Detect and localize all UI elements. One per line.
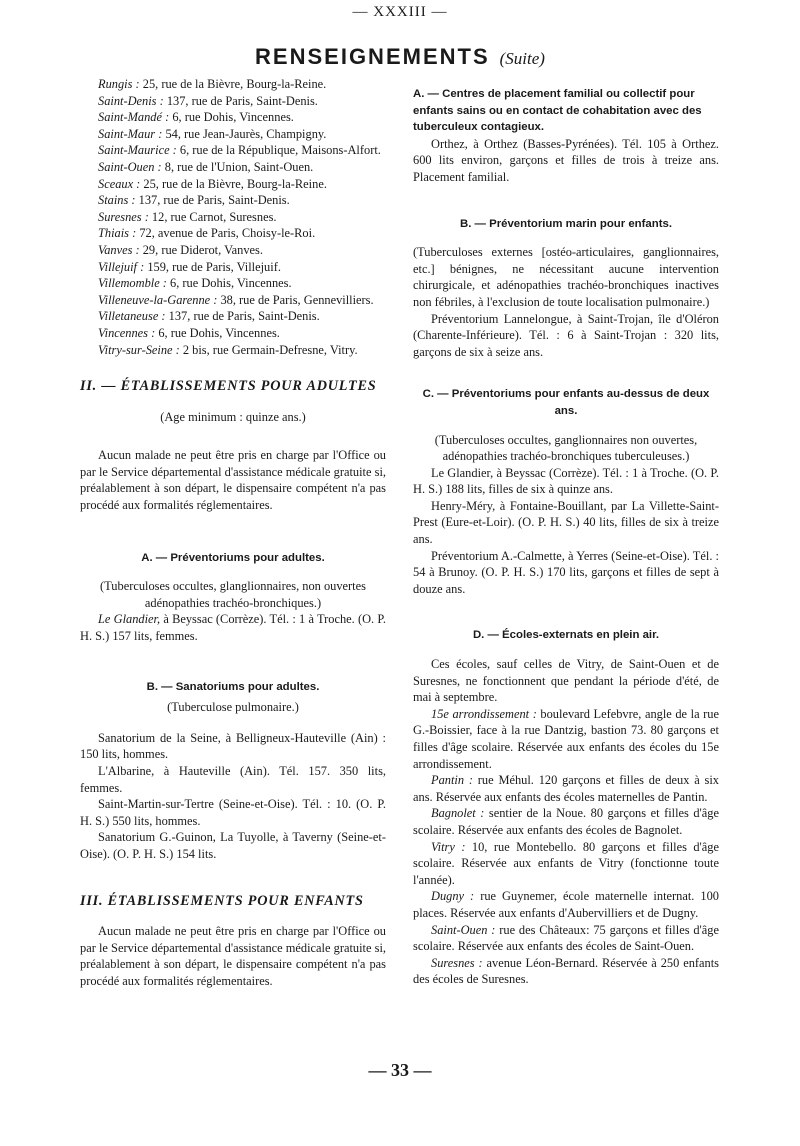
school-details: 10, rue Montebello. 80 garçons et filles d'âge scolaire. Réservée aux enfants de Vitry (fonctionne toute l'année). [413, 839, 719, 887]
school-location: 15e arrondissement : [431, 706, 537, 721]
address-town: Villetaneuse : [98, 309, 166, 324]
roman-page-number: — XXXIII — [352, 4, 448, 20]
address-text: 25, rue de la Bièvre, Bourg-la-Reine. [140, 176, 327, 191]
address-entry [80, 242, 386, 259]
address-entry [80, 292, 386, 309]
address-text: 159, rue de Paris, Villejuif. [144, 259, 281, 274]
left-sub-a-place-text: à Beyssac (Corrèze). Tél. : 1 à Troche. (O. P. H. S.) 157 lits, femmes. [80, 612, 386, 644]
section-ii-age: (Age minimum : quinze ans.) [160, 409, 306, 424]
address-entry [80, 225, 386, 242]
right-sub-b-title: B. — Préventorium marin pour enfants. [459, 217, 673, 230]
left-sub-b-list [80, 730, 386, 863]
right-sub-c-desc: (Tuberculoses occultes, ganglionnaires non ouvertes, adénopathies trachéo-bronchiques tuberculeuses.) [434, 432, 698, 464]
left-sub-a-desc: (Tuberculoses occultes, glanglionnaires, non ouvertes adénopathies trachéo-bronchiques.) [100, 579, 366, 610]
address-entry [80, 142, 386, 159]
address-entry [80, 159, 386, 176]
school-entry [413, 805, 719, 838]
address-town: Vitry-sur-Seine : [98, 342, 180, 357]
school-location: Bagnolet : [431, 806, 485, 821]
address-text: 54, rue Jean-Jaurès, Champigny. [162, 126, 327, 141]
address-entry [80, 93, 386, 110]
address-entry [80, 325, 386, 342]
sanatorium-entry: Saint-Martin-sur-Tertre (Seine-et-Oise). Tél. : 10. (O. P. H. S.) 550 lits, hommes. [80, 797, 386, 828]
address-text: 6, rue Dohis, Vincennes. [155, 325, 280, 340]
right-sub-c-title: C. — Préventoriums pour enfants au-dessus de deux ans. [422, 388, 710, 417]
address-text: 29, rue Diderot, Vanves. [139, 242, 263, 257]
address-town: Sceaux : [98, 176, 141, 191]
preventorium-entry: Le Glandier, à Beyssac (Corrèze). Tél. : 1 à Troche. (O. P. H. S.) 188 lits, filles de six à quinze ans. [413, 465, 719, 497]
address-text: 25, rue de la Bièvre, Bourg-la-Reine. [139, 77, 327, 91]
school-entry [413, 839, 719, 889]
address-text: 6, rue de la République, Maisons-Alfort. [176, 143, 381, 158]
right-sub-a-title: A. — Centres de placement familial ou collectif pour enfants sains ou en contact de cohabitation avec des tuberculeux contagieux. [413, 88, 702, 134]
address-text: 6, rue Dohis, Vincennes. [169, 110, 294, 125]
address-entry [80, 126, 386, 143]
address-town: Saint-Maur : [98, 126, 163, 141]
address-text: 6, rue Dohis, Vincennes. [166, 276, 292, 291]
school-location: Suresnes : [431, 955, 483, 970]
address-town: Saint-Maurice : [98, 143, 177, 158]
address-town: Stains : [98, 193, 136, 208]
school-entry [413, 888, 719, 921]
school-details: avenue Léon-Bernard. Réservée à 250 enfants des écoles de Suresnes. [413, 955, 719, 987]
right-sub-c-list [413, 465, 719, 598]
address-entry [80, 259, 386, 276]
address-entry [80, 76, 386, 93]
sanatorium-entry: Sanatorium G.-Guinon, La Tuyolle, à Taverny (Seine-et-Oise). (O. P. H. S.) 154 lits. [80, 830, 386, 861]
address-entry [80, 176, 386, 193]
preventorium-entry: Préventorium A.-Calmette, à Yerres (Seine-et-Oise). Tél. : 54 à Brunoy. (O. P. H. S.) 170 lits, garçons et filles de sept à douze ans. [413, 548, 719, 596]
address-text: 8, rue de l'Union, Saint-Ouen. [161, 159, 314, 174]
right-sub-b-desc: (Tuberculoses externes [ostéo-articulaires, ganglionnaires, etc.] bénignes, ne nécessitant aucune intervention chirurgicale, et adénopathies trachéo-bronchiques inactives non fébriles, à l'exclusion de toute localisation pulmonaire.) [413, 245, 719, 309]
address-entry [80, 342, 386, 359]
address-town: Villeneuve-la-Garenne : [98, 292, 218, 307]
address-town: Vanves : [98, 242, 140, 257]
right-sub-a-text: Orthez, à Orthez (Basses-Pyrénées). Tél. 105 à Orthez. 600 lits environ, garçons et filles de trois à treize ans. Placement familial. [413, 136, 719, 184]
address-entry [80, 209, 386, 226]
school-details: sentier de la Noue. 80 garçons et filles d'âge scolaire. Réservée aux enfants des écoles de Bagnolet. [413, 806, 719, 837]
preventorium-entry: Henry-Méry, à Fontaine-Bouillant, par La Villette-Saint-Prest (Eure-et-Loir). (O. P. H. S.) 40 lits, filles de six à treize ans. [413, 498, 719, 547]
school-location: Dugny : [431, 889, 475, 904]
title-main: RENSEIGNEMENTS [255, 44, 490, 69]
address-text: 137, rue de Paris, Saint-Denis. [135, 193, 290, 208]
address-town: Suresnes : [98, 209, 149, 224]
school-details: rue Méhul. 120 garçons et filles de deux à six ans. Réservée aux enfants des écoles maternelles de Pantin. [413, 773, 719, 804]
address-text: 137, rue de Paris, Saint-Denis. [165, 309, 320, 324]
address-town: Vincennes : [98, 325, 156, 340]
section-ii-title: II. — ÉTABLISSEMENTS POUR ADULTES [80, 378, 377, 395]
address-text: 12, rue Carnot, Suresnes. [148, 209, 277, 224]
address-text: 137, rue de Paris, Saint-Denis. [163, 93, 318, 108]
school-details: rue Guynemer, école maternelle internat. 100 places. Réservée aux enfants d'Aubervilliers et de Dugny. [413, 889, 719, 920]
school-entry [413, 955, 719, 988]
school-location: Saint-Ouen : [431, 922, 496, 937]
address-town: Rungis : [98, 77, 140, 91]
title-suite: (Suite) [499, 49, 545, 68]
page-title [0, 44, 800, 70]
school-details: boulevard Lefebvre, angle de la rue G.-Boissier, face à la rue Dantzig, bastion 73. 80 garçons et filles d'âge scolaire. Réservée aux enfants des écoles du 15e arrondissement. [413, 706, 719, 771]
address-text: 72, avenue de Paris, Choisy-le-Roi. [136, 226, 316, 241]
address-town: Saint-Mandé : [98, 110, 170, 125]
school-entry [413, 922, 719, 955]
left-sub-b-desc: (Tuberculose pulmonaire.) [167, 700, 299, 715]
left-sub-a-place-name: Le Glandier, [98, 612, 161, 627]
left-sub-b-title: B. — Sanatoriums pour adultes. [146, 680, 320, 693]
address-town: Thiais : [98, 226, 137, 241]
right-sub-d-list [413, 706, 719, 988]
section-iii-title: III. ÉTABLISSEMENTS POUR ENFANTS [80, 892, 364, 909]
address-town: Villejuif : [98, 259, 145, 274]
address-town: Saint-Ouen : [98, 159, 162, 174]
right-sub-d-title: D. — Écoles-externats en plein air. [472, 629, 660, 642]
school-location: Vitry : [431, 839, 466, 854]
school-details: rue des Châteaux: 75 garçons et filles d'âge scolaire. Réservée aux enfants des écoles de Saint-Ouen. [413, 922, 719, 954]
address-entry [80, 308, 386, 325]
address-list [80, 76, 386, 358]
right-column [413, 76, 719, 988]
address-text: 2 bis, rue Germain-Defresne, Vitry. [179, 342, 358, 357]
address-entry [80, 275, 386, 292]
address-text: 38, rue de Paris, Gennevilliers. [217, 292, 374, 307]
school-entry [413, 706, 719, 772]
right-sub-d-intro: Ces écoles, sauf celles de Vitry, de Saint-Ouen et de Suresnes, ne fonctionnent que pendant la période d'été, de mai à septembre. [413, 657, 719, 705]
section-iii-intro: Aucun malade ne peut être pris en charge par l'Office ou par le Service départemental d'assistance médicale gratuite si, préalablement à son départ, le dispensaire compétent n'a pas procédé aux formalités réglementaires. [80, 924, 386, 988]
address-entry [80, 109, 386, 126]
address-town: Villemomble : [98, 276, 167, 291]
address-entry [80, 192, 386, 209]
left-column [80, 76, 386, 990]
address-town: Saint-Denis : [98, 93, 164, 108]
section-ii-intro: Aucun malade ne peut être pris en charge par l'Office ou par le Service départemental d'assistance médicale gratuite si, préalablement à son départ, le dispensaire compétent n'a pas procédé aux formalités réglementaires. [80, 448, 386, 513]
sanatorium-entry: L'Albarine, à Hauteville (Ain). Tél. 157. 350 lits, femmes. [80, 764, 386, 795]
school-entry [413, 772, 719, 805]
right-sub-b-text: Préventorium Lannelongue, à Saint-Trojan, île d'Oléron (Charente-Inférieure). Tél. : 6 à Saint-Trojan : 320 lits, garçons de six à seize ans. [413, 311, 719, 359]
sanatorium-entry: Sanatorium de la Seine, à Belligneux-Hauteville (Ain) : 150 lits, hommes. [80, 730, 386, 762]
left-sub-a-place [80, 611, 386, 644]
school-location: Pantin : [431, 773, 473, 788]
page-number: — 33 — [368, 1060, 432, 1080]
left-sub-a-title: A. — Préventoriums pour adultes. [141, 551, 325, 564]
